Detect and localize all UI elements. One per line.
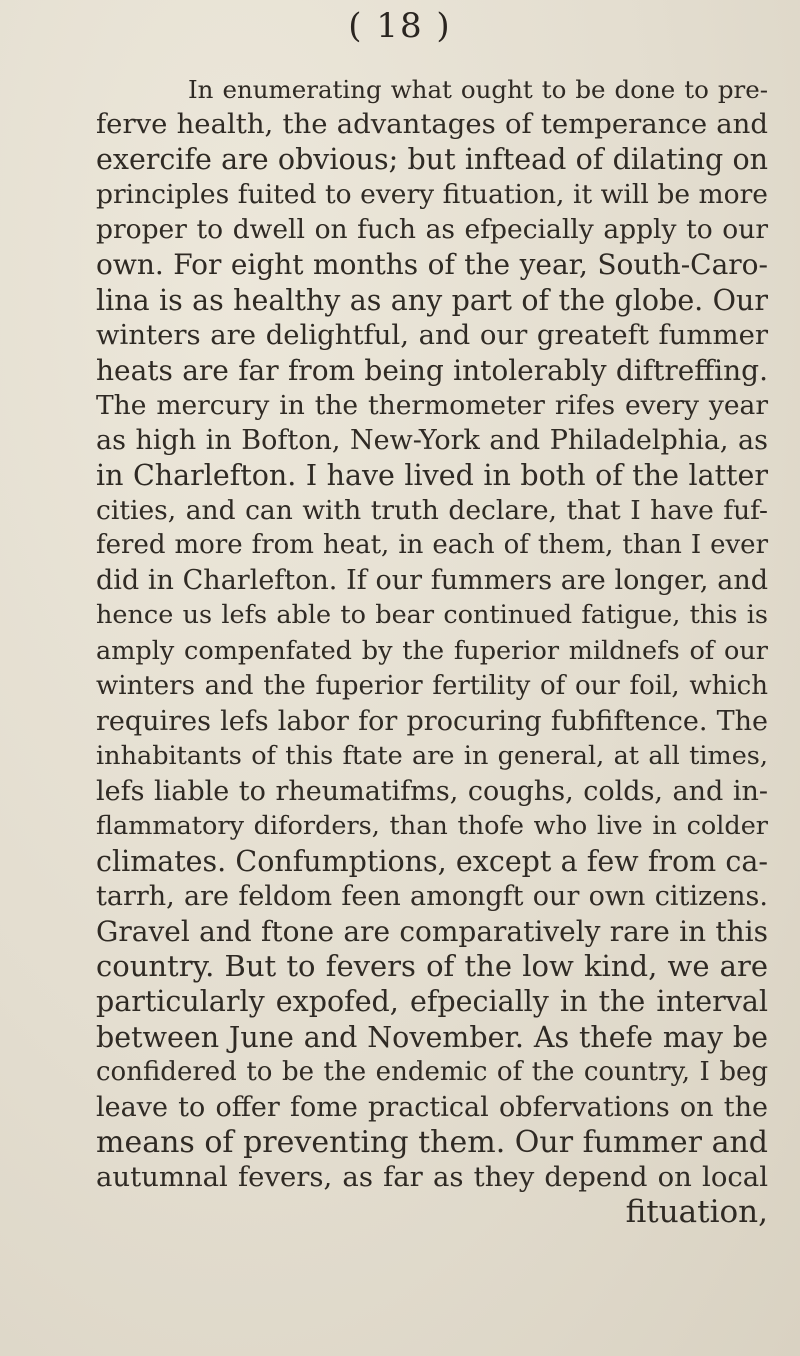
text-line: hence us lefs able to bear continued fatigue, this is <box>96 600 768 631</box>
text-line: particularly expofed, efpecially in the interval <box>96 985 768 1019</box>
text-line: exercife are obvious; but inftead of dilating on <box>96 143 768 177</box>
text-line: principles fuited to every fituation, it will be more <box>96 179 768 211</box>
text-line: ferve health, the advantages of temperance and <box>96 108 768 141</box>
text-line: In enumerating what ought to be done to pre- <box>188 75 768 104</box>
text-line: requires lefs labor for procuring fubfiftence. The <box>96 705 768 737</box>
text-line: tarrh, are feldom feen amongft our own citizens. <box>96 881 768 913</box>
text-line: heats are far from being intolerably diftreffing. <box>96 353 768 387</box>
catchword: fituation, <box>625 1194 768 1230</box>
text-line: Gravel and ftone are comparatively rare in this <box>96 915 768 949</box>
text-line: winters and the fuperior fertility of our foil, which <box>96 670 768 701</box>
text-line: autumnal fevers, as far as they depend on local <box>96 1160 768 1193</box>
text-line: confidered to be the endemic of the country, I beg <box>96 1056 768 1087</box>
text-line: winters are delightful, and our greateft fummer <box>96 318 768 351</box>
text-line: climates. Confumptions, except a few from ca- <box>96 845 768 879</box>
text-line: inhabitants of this ftate are in general, at all times, <box>96 740 768 771</box>
text-line: as high in Bofton, New-York and Philadelphia, as <box>96 424 768 456</box>
text-line: lina is as healthy as any part of the globe. Our <box>96 283 768 317</box>
text-line: amply compenfated by the fuperior mildnefs of our <box>96 635 768 666</box>
text-line: lefs liable to rheumatifms, coughs, colds, and in- <box>96 775 768 807</box>
text-line: fered more from heat, in each of them, than I ever <box>96 530 768 561</box>
text-line: means of preventing them. Our fummer and <box>96 1124 768 1160</box>
text-line: did in Charlefton. If our fummers are longer, and <box>96 565 768 597</box>
text-line: The mercury in the thermometer rifes every year <box>96 389 768 421</box>
text-line: cities, and can with truth declare, that I have fuf- <box>96 495 768 527</box>
text-line: flammatory diforders, than thofe who live in colder <box>96 810 768 841</box>
text-line: proper to dwell on fuch as efpecially apply to our <box>96 214 768 246</box>
page-number: ( 18 ) <box>348 6 452 46</box>
page-text <box>96 72 768 1230</box>
text-line: own. For eight months of the year, South-Caro- <box>96 248 768 282</box>
text-line: leave to offer fome practical obfervations on the <box>96 1091 768 1123</box>
text-line: country. But to fevers of the low kind, we are <box>96 949 768 984</box>
text-line: in Charlefton. I have lived in both of the latter <box>96 459 768 493</box>
text-line: between June and November. As thefe may be <box>96 1020 768 1054</box>
